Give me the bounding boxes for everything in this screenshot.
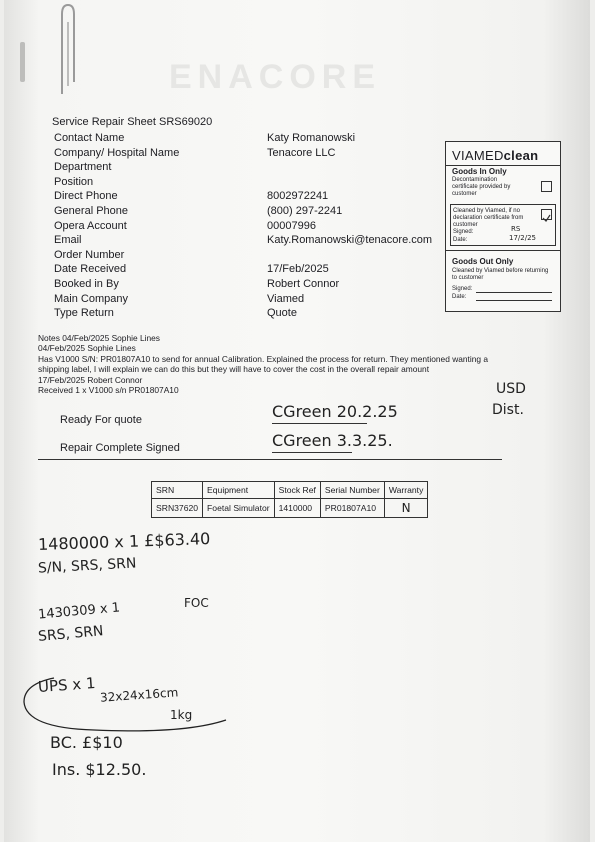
field-value: Quote xyxy=(267,307,297,320)
goods-out-heading: Goods Out Only xyxy=(452,257,514,266)
field-label: General Phone xyxy=(54,204,128,217)
field-label: Position xyxy=(54,175,94,188)
table-header: Serial Number xyxy=(320,482,384,499)
notes-line: 17/Feb/2025 Robert Connor xyxy=(38,374,143,385)
signature-underline xyxy=(272,452,352,453)
signed-initials: RS xyxy=(511,225,521,233)
handwritten-line: 32x24x16cm xyxy=(99,685,179,705)
table-cell: SRN37620 xyxy=(152,499,203,518)
section-divider xyxy=(38,459,502,460)
margin-note: USD xyxy=(496,381,526,397)
divider xyxy=(446,250,560,251)
signed-label: Signed: xyxy=(452,286,473,292)
notes-line: Received 1 x V1000 s/n PR01807A10 xyxy=(38,385,179,396)
check-icon xyxy=(542,214,551,223)
paperclip-icon xyxy=(54,2,80,98)
field-label: Company/ Hospital Name xyxy=(54,146,180,159)
cleaned-checkbox xyxy=(541,209,552,220)
field-value: 00007996 xyxy=(267,219,316,232)
notes-line: shipping label, I will explain we can do this but they will have to cover the cost in the overall repair amount xyxy=(38,364,430,375)
handwritten-line: 1kg xyxy=(170,708,193,722)
table-header-row xyxy=(152,482,428,499)
handwritten-line: Ins. $12.50. xyxy=(52,760,147,779)
repair-signature: CGreen 3.3.25. xyxy=(272,431,393,450)
field-values xyxy=(267,131,432,321)
ready-label: Ready For quote xyxy=(60,414,142,426)
signature-line xyxy=(476,292,552,293)
brand-name: VIAMED xyxy=(452,148,504,163)
decon-text: Decontamination certificate provided by customer xyxy=(452,177,511,197)
date-line xyxy=(476,300,552,301)
signature-underline xyxy=(272,423,367,424)
table-header: Stock Ref xyxy=(274,482,320,499)
brand-suffix: clean xyxy=(503,148,539,163)
field-label: Email xyxy=(54,234,82,247)
handwritten-line: 1480000 x 1 £$63.40 xyxy=(37,528,211,555)
notes-line: Notes 04/Feb/2025 Sophie Lines xyxy=(38,333,160,343)
cleaned-text: Cleaned by Viamed, if no declaration certificate from customer xyxy=(453,208,524,228)
date-label: Date: xyxy=(452,294,467,300)
field-label: Booked in By xyxy=(54,277,119,290)
decontamination-stamp xyxy=(445,141,561,312)
date-value: 17/2/25 xyxy=(509,234,536,242)
field-label: Date Received xyxy=(54,263,127,276)
field-value xyxy=(267,175,432,190)
field-label: Main Company xyxy=(54,292,128,305)
punch-hole xyxy=(20,42,25,82)
decon-checkbox xyxy=(541,181,552,192)
stamp-brand xyxy=(452,148,538,163)
field-value: 17/Feb/2025 xyxy=(267,263,329,276)
field-label: Department xyxy=(54,161,112,174)
handwritten-line: UPS x 1 xyxy=(37,674,97,696)
repair-label: Repair Complete Signed xyxy=(60,442,180,454)
field-value: Katy Romanowski xyxy=(267,132,356,144)
field-value: 8002972241 xyxy=(267,190,329,203)
field-labels xyxy=(54,131,179,321)
field-value: Katy.Romanowski@tenacore.com xyxy=(267,234,433,247)
goods-in-heading: Goods In Only xyxy=(452,167,507,176)
table-row xyxy=(152,499,428,518)
field-value xyxy=(267,248,432,263)
table-header: Warranty xyxy=(384,482,428,499)
field-label: Type Return xyxy=(54,307,114,320)
notes-line: Has V1000 S/N: PR01807A10 to send for annual Calibration. Explained the process for return. They mentioned wanting a xyxy=(38,353,489,364)
table-cell: N xyxy=(384,499,428,518)
table-cell: Foetal Simulator xyxy=(203,499,275,518)
ready-signature: CGreen 20.2.25 xyxy=(272,402,398,421)
field-value: (800) 297-2241 xyxy=(267,204,343,217)
cleaned-section xyxy=(450,204,556,246)
watermark-logo: ENACORE xyxy=(169,58,382,96)
field-value: Tenacore LLC xyxy=(267,146,336,159)
notes-line: 04/Feb/2025 Sophie Lines xyxy=(38,343,136,354)
table-cell: 1410000 xyxy=(274,499,320,518)
table-cell: PR01807A10 xyxy=(320,499,384,518)
goods-out-text: Cleaned by Viamed before returning to customer xyxy=(452,268,549,281)
margin-note: Dist. xyxy=(492,402,524,418)
handwritten-line: BC. £$10 xyxy=(50,733,123,752)
field-label: Contact Name xyxy=(54,132,125,144)
sheet-title: Service Repair Sheet SRS69020 xyxy=(52,116,213,128)
field-value: Robert Connor xyxy=(267,277,340,290)
divider xyxy=(446,165,560,166)
field-value xyxy=(267,160,432,175)
notes-block xyxy=(38,333,568,395)
table-header: Equipment xyxy=(203,482,275,499)
handwritten-line: FOC xyxy=(184,596,209,610)
table-header: SRN xyxy=(152,482,203,499)
handwritten-line: SRS, SRN xyxy=(37,623,105,645)
field-value: Viamed xyxy=(267,292,305,305)
paper-page xyxy=(4,0,590,842)
field-label: Direct Phone xyxy=(54,190,118,203)
signed-label: Signed: xyxy=(453,229,474,235)
handwritten-line: 1430309 x 1 xyxy=(37,600,121,623)
date-label: Date: xyxy=(453,237,468,243)
handwritten-line: S/N, SRS, SRN xyxy=(37,555,137,577)
equipment-table xyxy=(151,481,428,518)
field-label: Opera Account xyxy=(54,219,127,232)
field-label: Order Number xyxy=(54,248,125,261)
